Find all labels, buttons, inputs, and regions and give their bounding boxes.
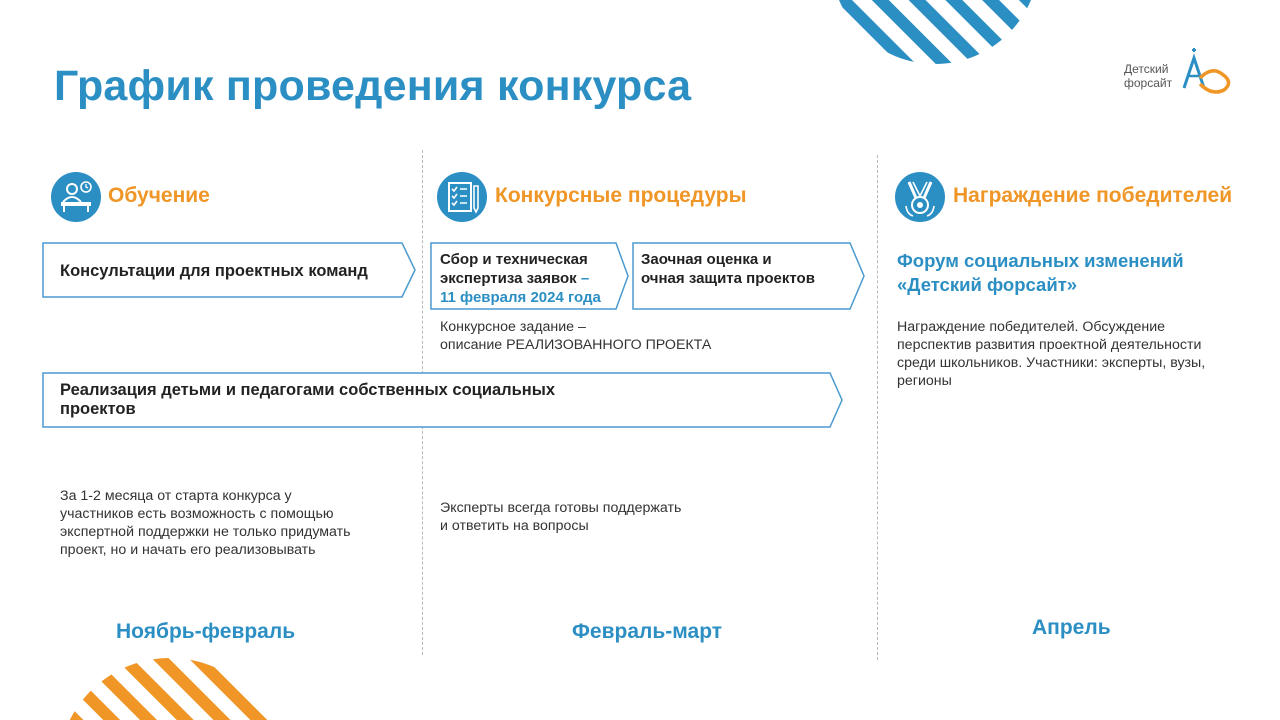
step-evaluation-arrow	[632, 242, 866, 310]
period-procedures: Февраль-март	[572, 620, 723, 643]
step-evaluation-line: Заочная оценка и	[641, 251, 772, 268]
forum-title-line: Форум социальных изменений	[897, 250, 1184, 271]
consultations-arrow	[42, 242, 417, 298]
step-collection-text: экспертиза заявок	[440, 270, 577, 287]
logo	[1120, 44, 1245, 100]
implementation-line: Реализация детьми и педагогами собственных социальных	[60, 381, 556, 399]
period-awards: Апрель	[1032, 616, 1111, 639]
forum-title-line: «Детский форсайт»	[897, 274, 1078, 295]
step-collection-dash: –	[576, 270, 590, 287]
section-training-icon-badge	[51, 172, 101, 222]
experts-note-line: и ответить на вопросы	[440, 518, 589, 534]
task-note	[440, 318, 780, 354]
checklist-pencil-icon	[437, 172, 487, 222]
task-note-line: описание РЕАЛИЗОВАННОГО ПРОЕКТА	[440, 337, 712, 353]
consultations-label: Консультации для проектных команд	[60, 262, 368, 280]
training-note-line: экспертной поддержки не только придумать	[60, 524, 351, 540]
logo-line-1: Детский	[1124, 62, 1169, 76]
awards-note-line: среди школьников. Участники: эксперты, вузы,	[897, 355, 1206, 371]
training-note-line: проект, но и начать его реализовывать	[60, 542, 316, 558]
decorative-stripe-circle-bottom	[70, 650, 280, 720]
awards-note-line: перспектив развития проектной деятельности	[897, 337, 1202, 353]
training-note	[60, 487, 400, 559]
column-divider-right	[877, 155, 878, 660]
awards-note	[897, 318, 1257, 390]
implementation-arrow	[42, 372, 844, 428]
logo-line-2: форсайт	[1124, 76, 1173, 90]
step-collection-line	[440, 269, 601, 288]
step-evaluation-label	[641, 250, 815, 288]
awards-note-line: регионы	[897, 373, 952, 389]
forum-title	[897, 249, 1257, 297]
task-note-line: Конкурсное задание –	[440, 319, 586, 335]
section-training-heading: Обучение	[108, 184, 210, 207]
logo-mark-icon	[1178, 44, 1242, 98]
step-collection-line: Сбор и техническая	[440, 251, 588, 268]
decorative-stripe-circle-top	[835, 0, 1045, 70]
step-evaluation-line: очная защита проектов	[641, 270, 815, 287]
experts-note-line: Эксперты всегда готовы поддержать	[440, 500, 682, 516]
experts-note	[440, 499, 780, 535]
page-title: График проведения конкурса	[54, 62, 692, 110]
training-note-line: участников есть возможность с помощью	[60, 506, 334, 522]
step-collection-label	[440, 250, 601, 307]
implementation-line: проектов	[60, 400, 136, 418]
step-collection-date: 11 февраля 2024 года	[440, 289, 601, 306]
training-note-line: За 1-2 месяца от старта конкурса у	[60, 488, 292, 504]
medal-icon	[895, 172, 945, 222]
awards-note-line: Награждение победителей. Обсуждение	[897, 319, 1166, 335]
section-awards-icon-badge	[895, 172, 945, 222]
implementation-label	[60, 381, 555, 419]
step-collection-arrow	[430, 242, 630, 310]
section-awards-heading: Награждение победителей	[953, 184, 1233, 207]
section-procedures-icon-badge	[437, 172, 487, 222]
section-procedures-heading: Конкурсные процедуры	[495, 184, 747, 207]
teacher-desk-icon	[51, 172, 101, 222]
period-training: Ноябрь-февраль	[116, 620, 296, 643]
